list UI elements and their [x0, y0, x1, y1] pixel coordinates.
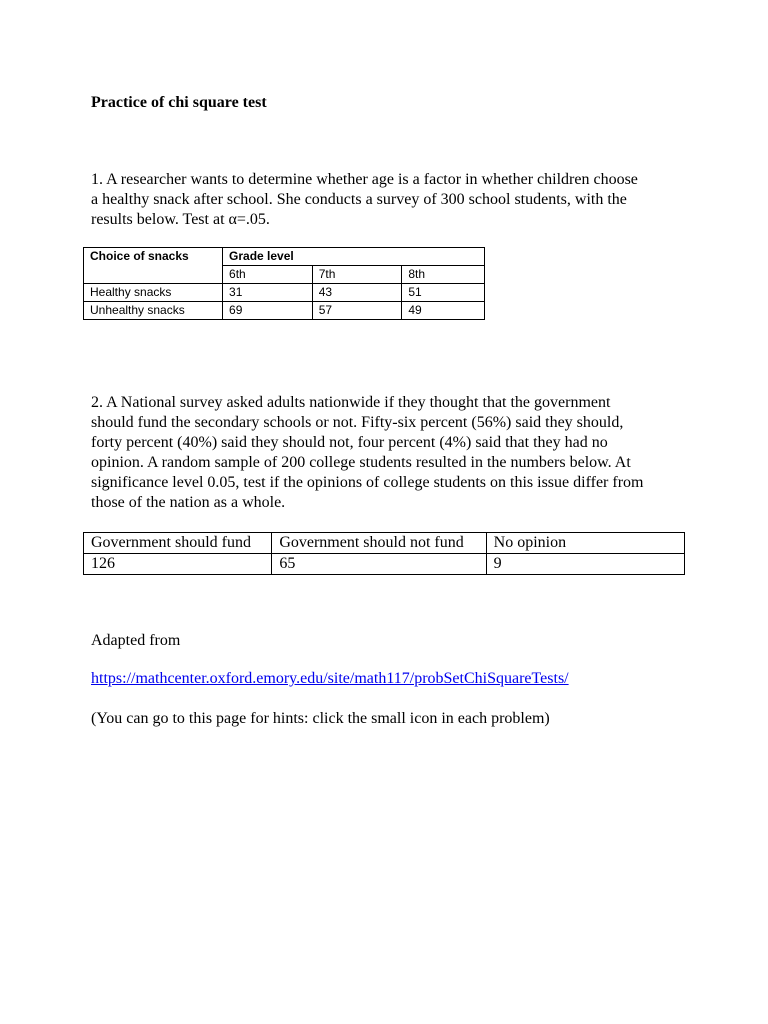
question-2-line: 2. A National survey asked adults nationwide if they thought that the government [91, 394, 611, 411]
table-row [84, 554, 685, 575]
question-2-line: should fund the secondary schools or not. Fifty-six percent (56%) said they should, [91, 414, 624, 431]
question-2-line: forty percent (40%) said they should not, four percent (4%) said that they had no [91, 434, 608, 451]
question-2-line: significance level 0.05, test if the opinions of college students on this issue differ from [91, 474, 644, 491]
row-label: Healthy snacks [84, 284, 223, 302]
question-2-line: opinion. A random sample of 200 college students resulted in the numbers below. At [91, 454, 631, 471]
source-link[interactable]: https://mathcenter.oxford.emory.edu/site/math117/probSetChiSquareTests/ [91, 670, 569, 687]
adapted-from-label: Adapted from [91, 632, 181, 649]
question-1-line: a healthy snack after school. She conducts a survey of 300 school students, with the [91, 191, 627, 208]
table-cell: 43 [312, 284, 402, 302]
government-funding-table [83, 532, 685, 575]
table-cell: 51 [402, 284, 485, 302]
column-header: 7th [312, 266, 402, 284]
table-cell: 9 [486, 554, 684, 575]
document-title: Practice of chi square test [91, 94, 267, 111]
column-header: 6th [223, 266, 313, 284]
table-cell: 126 [84, 554, 272, 575]
table-cell: 69 [223, 302, 313, 320]
table-cell: 49 [402, 302, 485, 320]
column-header: 8th [402, 266, 485, 284]
table-cell: 57 [312, 302, 402, 320]
snack-choice-table [83, 247, 485, 320]
question-1-line: results below. Test at α=.05. [91, 211, 270, 228]
table-row [84, 533, 685, 554]
row-header-label: Choice of snacks [84, 248, 223, 284]
table-cell: 31 [223, 284, 313, 302]
table-row [84, 248, 485, 266]
question-1-line: 1. A researcher wants to determine whether age is a factor in whether children choose [91, 171, 638, 188]
column-header: No opinion [486, 533, 684, 554]
question-1-text [91, 170, 691, 230]
question-2-text [91, 393, 691, 513]
group-label: Grade level [223, 248, 485, 266]
column-header: Government should not fund [272, 533, 486, 554]
table-row [84, 284, 485, 302]
question-2-line: those of the nation as a whole. [91, 494, 286, 511]
column-header: Government should fund [84, 533, 272, 554]
table-row [84, 302, 485, 320]
table-cell: 65 [272, 554, 486, 575]
hint-text: (You can go to this page for hints: click the small icon in each problem) [91, 710, 550, 727]
row-label: Unhealthy snacks [84, 302, 223, 320]
